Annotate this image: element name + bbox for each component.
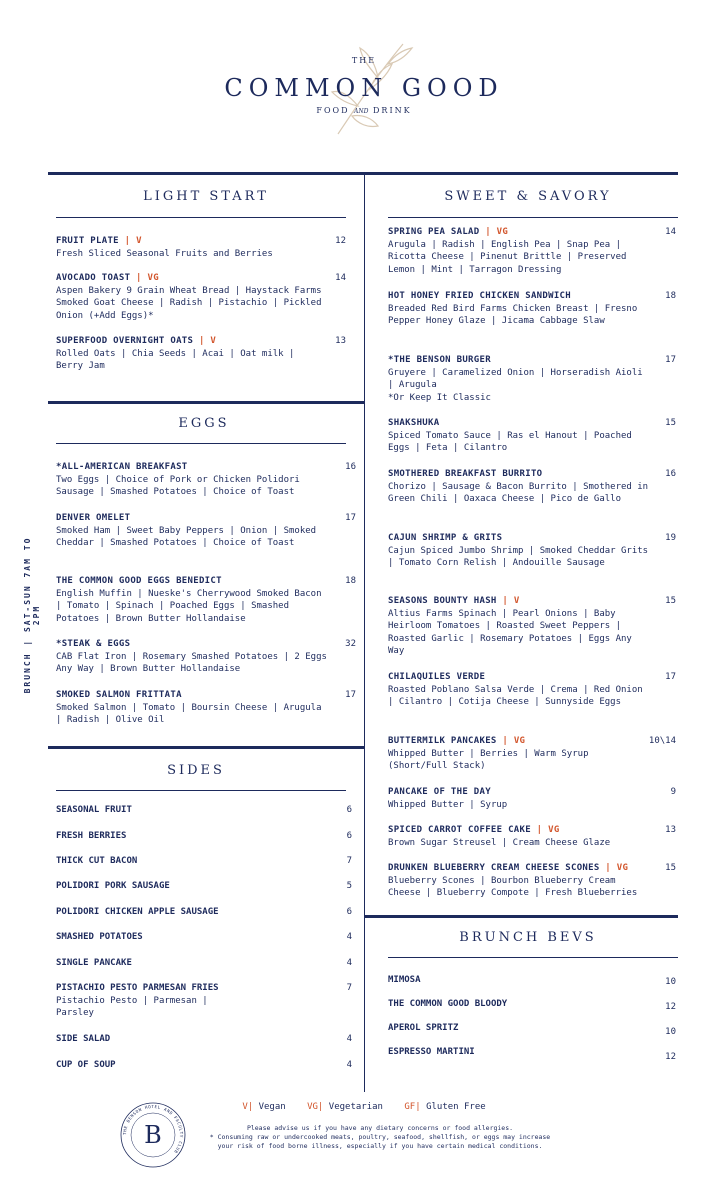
legend-vegetarian-label: Vegetarian bbox=[328, 1102, 383, 1112]
bev-item-price: 10 bbox=[665, 1027, 676, 1037]
menu-item-name: AVOCADO TOAST bbox=[56, 273, 131, 283]
menu-item-description: Blueberry Scones | Bourbon Blueberry Cream Cheese | Blueberry Compote | Fresh Blueberries bbox=[388, 875, 638, 899]
diet-tag-separator: | bbox=[130, 273, 148, 283]
menu-item-price: 18 bbox=[345, 576, 356, 586]
menu-item-header bbox=[388, 862, 676, 875]
side-item-price: 5 bbox=[346, 881, 352, 891]
side-item-price: 4 bbox=[346, 1034, 352, 1044]
menu-item-header bbox=[388, 735, 676, 748]
menu-item-name: BUTTERMILK PANCAKES bbox=[388, 736, 497, 746]
note-line: * Consuming raw or undercooked meats, poultry, seafood, shellfish, or eggs may increase bbox=[209, 1133, 551, 1141]
side-item bbox=[56, 804, 352, 817]
side-item-price: 7 bbox=[346, 856, 352, 866]
menu-item bbox=[388, 226, 676, 276]
menu-item-price: 17 bbox=[665, 355, 676, 365]
menu-item-price: 19 bbox=[665, 533, 676, 543]
menu-item-header bbox=[388, 824, 676, 837]
diet-tag: VG bbox=[513, 736, 526, 746]
legend-vegan-label: Vegan bbox=[258, 1102, 286, 1112]
menu-item-description: Altius Farms Spinach | Pearl Onions | Baby Heirloom Tomatoes | Roasted Sweet Peppers | Roasted Garlic | Rosemary Potatoes | Eggs Any Way bbox=[388, 608, 632, 657]
menu-item bbox=[388, 468, 676, 506]
menu-item-name: SUPERFOOD OVERNIGHT OATS bbox=[56, 336, 194, 346]
menu-item-description: Gruyere | Caramelized Onion | Horseradish Aioli | Arugula bbox=[388, 367, 643, 391]
menu-item-price: 16 bbox=[665, 469, 676, 479]
side-item-price: 6 bbox=[346, 805, 352, 815]
section-title-sides: SIDES bbox=[167, 763, 225, 778]
menu-item-description: CAB Flat Iron | Rosemary Smashed Potatoes | 2 Eggs Any Way | Brown Butter Hollandaise bbox=[56, 651, 327, 675]
menu-item bbox=[56, 512, 356, 550]
menu-item-price: 17 bbox=[345, 690, 356, 700]
menu-item bbox=[388, 671, 676, 709]
section-title-sweet-savory: SWEET & SAVORY bbox=[444, 189, 612, 204]
menu-item-name: DRUNKEN BLUEBERRY CREAM CHEESE SCONES bbox=[388, 863, 600, 873]
menu-item bbox=[388, 595, 676, 658]
side-item-price: 7 bbox=[346, 983, 352, 993]
menu-item-header bbox=[388, 354, 676, 367]
menu-item bbox=[56, 461, 356, 499]
menu-item-description: Arugula | Radish | English Pea | Snap Pea | Ricotta Cheese | Pinenut Brittle | Preserved Lemon | Mint | Tarragon Dressing bbox=[388, 239, 627, 275]
menu-item-header bbox=[388, 226, 676, 239]
menu-item bbox=[56, 575, 356, 625]
bev-item bbox=[388, 998, 676, 1011]
menu-item-description: Smoked Ham | Sweet Baby Peppers | Onion | Smoked Cheddar | Smashed Potatoes | Choice of Toast bbox=[56, 525, 317, 549]
bev-item bbox=[388, 974, 676, 987]
section-rule bbox=[364, 915, 678, 918]
menu-item-description: Spiced Tomato Sauce | Ras el Hanout | Poached Eggs | Feta | Cilantro bbox=[388, 430, 632, 454]
diet-tag-separator: | bbox=[530, 825, 549, 835]
diet-tag-separator: | bbox=[193, 336, 211, 346]
bev-item-name: ESPRESSO MARTINI bbox=[388, 1047, 475, 1057]
legend-vegan-code: V| bbox=[242, 1102, 254, 1112]
side-item-description: Pistachio Pesto | Parmesan | Parsley bbox=[56, 995, 208, 1019]
menu-item-header bbox=[56, 335, 346, 348]
menu-item-header bbox=[388, 417, 676, 430]
section-title-light-start: LIGHT START bbox=[143, 189, 269, 204]
side-item-price: 6 bbox=[346, 831, 352, 841]
diet-tag-separator: | bbox=[118, 236, 137, 246]
menu-item-header bbox=[56, 689, 356, 702]
side-item-name: PISTACHIO PESTO PARMESAN FRIES bbox=[56, 983, 219, 993]
legend-vegetarian-code: VG| bbox=[307, 1102, 324, 1112]
menu-item bbox=[388, 417, 676, 455]
allergy-notes bbox=[190, 1124, 570, 1151]
menu-item-name: CHILAQUILES VERDE bbox=[388, 672, 486, 682]
menu-item-header bbox=[388, 671, 676, 684]
divider bbox=[388, 957, 678, 958]
brand-subtitle-b: AND bbox=[354, 108, 369, 115]
menu-item-price: 17 bbox=[345, 513, 356, 523]
diet-tag-separator: | bbox=[599, 863, 617, 873]
menu-item bbox=[388, 354, 676, 404]
menu-item-price: 13 bbox=[335, 336, 346, 346]
menu-item-description: Brown Sugar Streusel | Cream Cheese Glaze bbox=[388, 837, 611, 848]
menu-item bbox=[56, 689, 356, 727]
menu-item-header bbox=[56, 272, 346, 285]
side-item-name: SMASHED POTATOES bbox=[56, 932, 143, 942]
menu-item-description: Cajun Spiced Jumbo Shrimp | Smoked Cheddar Grits | Tomato Corn Relish | Andouille Sausage bbox=[388, 545, 649, 569]
menu-item-description: Smoked Salmon | Tomato | Boursin Cheese | Arugula | Radish | Olive Oil bbox=[56, 702, 322, 726]
brand-title: COMMON GOOD bbox=[224, 74, 504, 102]
side-item-name: FRESH BERRIES bbox=[56, 831, 127, 841]
menu-item-price: 13 bbox=[665, 825, 676, 835]
menu-item-header bbox=[388, 595, 676, 608]
menu-item-name: HOT HONEY FRIED CHICKEN SANDWICH bbox=[388, 291, 571, 301]
menu-item-price: 16 bbox=[345, 462, 356, 472]
menu-item-header bbox=[388, 786, 676, 799]
menu-item-price: 15 bbox=[665, 863, 676, 873]
bev-item-name: APEROL SPRITZ bbox=[388, 1023, 459, 1033]
diet-tag: VG bbox=[548, 825, 560, 835]
menu-item-header bbox=[388, 290, 676, 303]
menu-item bbox=[56, 335, 346, 373]
menu-item-name: CAJUN SHRIMP & GRITS bbox=[388, 533, 503, 543]
menu-item bbox=[388, 786, 676, 811]
divider bbox=[56, 443, 346, 444]
divider bbox=[388, 217, 678, 218]
brunch-hours-label: BRUNCH | SAT-SUN 7AM TO 2PM bbox=[23, 536, 41, 694]
menu-item bbox=[388, 862, 676, 900]
menu-item bbox=[56, 638, 356, 676]
menu-item bbox=[388, 735, 676, 773]
menu-item-name: SHAKSHUKA bbox=[388, 418, 440, 428]
brand-subtitle-a: FOOD bbox=[316, 106, 350, 115]
menu-item-header bbox=[388, 468, 676, 481]
menu-item-name: FRUIT PLATE bbox=[56, 236, 119, 246]
diet-legend bbox=[0, 1102, 728, 1112]
diet-tag: VG bbox=[496, 227, 509, 237]
divider bbox=[56, 790, 346, 791]
menu-item-description: Fresh Sliced Seasonal Fruits and Berries bbox=[56, 248, 273, 259]
diet-tag-separator: | bbox=[496, 596, 514, 606]
side-item-name: SIDE SALAD bbox=[56, 1034, 111, 1044]
diet-tag-separator: | bbox=[496, 736, 514, 746]
menu-item-name: SPRING PEA SALAD bbox=[388, 227, 480, 237]
bev-item-price: 10 bbox=[665, 977, 676, 987]
side-item-name: CUP OF SOUP bbox=[56, 1060, 116, 1070]
diet-tag: VG bbox=[616, 863, 629, 873]
column-divider bbox=[364, 172, 365, 1092]
menu-item-price: 15 bbox=[665, 596, 676, 606]
menu-item-description: Rolled Oats | Chia Seeds | Acai | Oat milk | Berry Jam bbox=[56, 348, 295, 372]
menu-item-price: 14 bbox=[335, 273, 346, 283]
side-item bbox=[56, 931, 352, 944]
brand-pre: THE bbox=[351, 56, 377, 65]
side-item-name: POLIDORI PORK SAUSAGE bbox=[56, 881, 170, 891]
side-item-price: 4 bbox=[346, 1060, 352, 1070]
menu-item-name: *ALL-AMERICAN BREAKFAST bbox=[56, 462, 188, 472]
brand-subtitle-c: DRINK bbox=[373, 106, 412, 115]
menu-item-description: Whipped Butter | Syrup bbox=[388, 799, 508, 810]
svg-text:B: B bbox=[144, 1121, 162, 1149]
menu-item-header bbox=[56, 512, 356, 525]
menu-item-description: Roasted Poblano Salsa Verde | Crema | Red Onion | Cilantro | Cotija Cheese | Sunnyside Eggs bbox=[388, 684, 643, 708]
legend-gf-label: Gluten Free bbox=[426, 1102, 486, 1112]
menu-item-header bbox=[56, 638, 356, 651]
menu-item-price: 32 bbox=[345, 639, 356, 649]
menu-item-name: SEASONS BOUNTY HASH bbox=[388, 596, 497, 606]
menu-item-description: Whipped Butter | Berries | Warm Syrup (Short/Full Stack) bbox=[388, 748, 589, 772]
section-title-brunch-bevs: BRUNCH BEVS bbox=[459, 930, 597, 945]
menu-item-description: Aspen Bakery 9 Grain Wheat Bread | Haystack Farms Smoked Goat Cheese | Radish | Pistachio | Pickled Onion (+Add Eggs)* bbox=[56, 285, 322, 321]
menu-item-name: SPICED CARROT COFFEE CAKE bbox=[388, 825, 531, 835]
legend-vegetarian bbox=[307, 1102, 383, 1112]
menu-item-header bbox=[56, 461, 356, 474]
bev-item-price: 12 bbox=[665, 1052, 676, 1062]
diet-tag-separator: | bbox=[479, 227, 497, 237]
section-rule bbox=[48, 401, 364, 404]
menu-item-price: 17 bbox=[665, 672, 676, 682]
bev-item-name: THE COMMON GOOD BLOODY bbox=[388, 999, 508, 1009]
legend-gf-code: GF| bbox=[404, 1102, 421, 1112]
brand-subtitle bbox=[0, 106, 728, 115]
side-item bbox=[56, 957, 352, 970]
svg-text:THE BENSON HOTEL AND FACULTY C: THE BENSON HOTEL AND FACULTY CLUB bbox=[121, 1103, 185, 1155]
top-rule bbox=[48, 172, 678, 175]
side-item bbox=[56, 855, 352, 868]
menu-item-name: *STEAK & EGGS bbox=[56, 639, 131, 649]
section-title-eggs: EGGS bbox=[178, 416, 230, 431]
menu-item-header bbox=[56, 235, 346, 248]
side-item-name: SINGLE PANCAKE bbox=[56, 958, 132, 968]
menu-item bbox=[388, 824, 676, 849]
side-item-name: SEASONAL FRUIT bbox=[56, 805, 132, 815]
diet-tag: V bbox=[136, 236, 142, 246]
side-item bbox=[56, 982, 352, 1020]
bev-item bbox=[388, 1022, 676, 1035]
bev-item bbox=[388, 1046, 676, 1062]
side-item bbox=[56, 906, 352, 919]
bev-item-price: 12 bbox=[665, 1002, 676, 1012]
menu-item bbox=[56, 272, 346, 322]
side-item bbox=[56, 1033, 352, 1046]
legend-gluten-free bbox=[404, 1102, 485, 1112]
bev-item-name: MIMOSA bbox=[388, 975, 421, 985]
menu-item-price: 15 bbox=[665, 418, 676, 428]
menu-item-price: 10\14 bbox=[648, 736, 676, 746]
menu-item-name: *THE BENSON BURGER bbox=[388, 355, 491, 365]
menu-item bbox=[388, 532, 676, 570]
note-line: your risk of food borne illness, especially if you have certain medical conditions. bbox=[217, 1142, 543, 1150]
menu-item-name: DENVER OMELET bbox=[56, 513, 131, 523]
side-item-price: 4 bbox=[346, 958, 352, 968]
side-item bbox=[56, 830, 352, 843]
side-item-price: 4 bbox=[346, 932, 352, 942]
menu-item-description: English Muffin | Nueske's Cherrywood Smoked Bacon | Tomato | Spinach | Poached Eggs | Smashed Potatoes | Brown Butter Hollandaise bbox=[56, 588, 322, 624]
side-item bbox=[56, 880, 352, 893]
menu-item bbox=[388, 290, 676, 328]
menu-item-note: *Or Keep It Classic bbox=[388, 392, 491, 403]
diet-tag: VG bbox=[147, 273, 159, 283]
legend-vegan bbox=[242, 1102, 285, 1112]
menu-item-description: Chorizo | Sausage & Bacon Burrito | Smothered in Green Chili | Oaxaca Cheese | Pico de Gallo bbox=[388, 481, 649, 505]
side-item bbox=[56, 1059, 352, 1072]
menu-item-name: SMOKED SALMON FRITTATA bbox=[56, 690, 182, 700]
section-rule bbox=[48, 746, 364, 749]
menu-item-description: Breaded Red Bird Farms Chicken Breast | Fresno Pepper Honey Glaze | Jicama Cabbage Slaw bbox=[388, 303, 638, 327]
divider bbox=[56, 217, 346, 218]
menu-item-header bbox=[388, 532, 676, 545]
diet-tag: V bbox=[513, 596, 520, 606]
menu-item-name: SMOTHERED BREAKFAST BURRITO bbox=[388, 469, 543, 479]
menu-item-price: 18 bbox=[665, 291, 676, 301]
menu-item-price: 12 bbox=[335, 236, 346, 246]
side-item-name: POLIDORI CHICKEN APPLE SAUSAGE bbox=[56, 907, 219, 917]
diet-tag: V bbox=[210, 336, 217, 346]
menu-item bbox=[56, 235, 346, 260]
side-item-price: 6 bbox=[346, 907, 352, 917]
menu-item-header bbox=[56, 575, 356, 588]
menu-item-price: 14 bbox=[665, 227, 676, 237]
menu-item-name: PANCAKE OF THE DAY bbox=[388, 787, 491, 797]
menu-item-description: Two Eggs | Choice of Pork or Chicken Polidori Sausage | Smashed Potatoes | Choice of Toast bbox=[56, 474, 300, 498]
note-line: Please advise us if you have any dietary concerns or food allergies. bbox=[246, 1124, 514, 1132]
menu-item-price: 9 bbox=[670, 787, 676, 797]
side-item-name: THICK CUT BACON bbox=[56, 856, 138, 866]
menu-item-name: THE COMMON GOOD EGGS BENEDICT bbox=[56, 576, 222, 586]
